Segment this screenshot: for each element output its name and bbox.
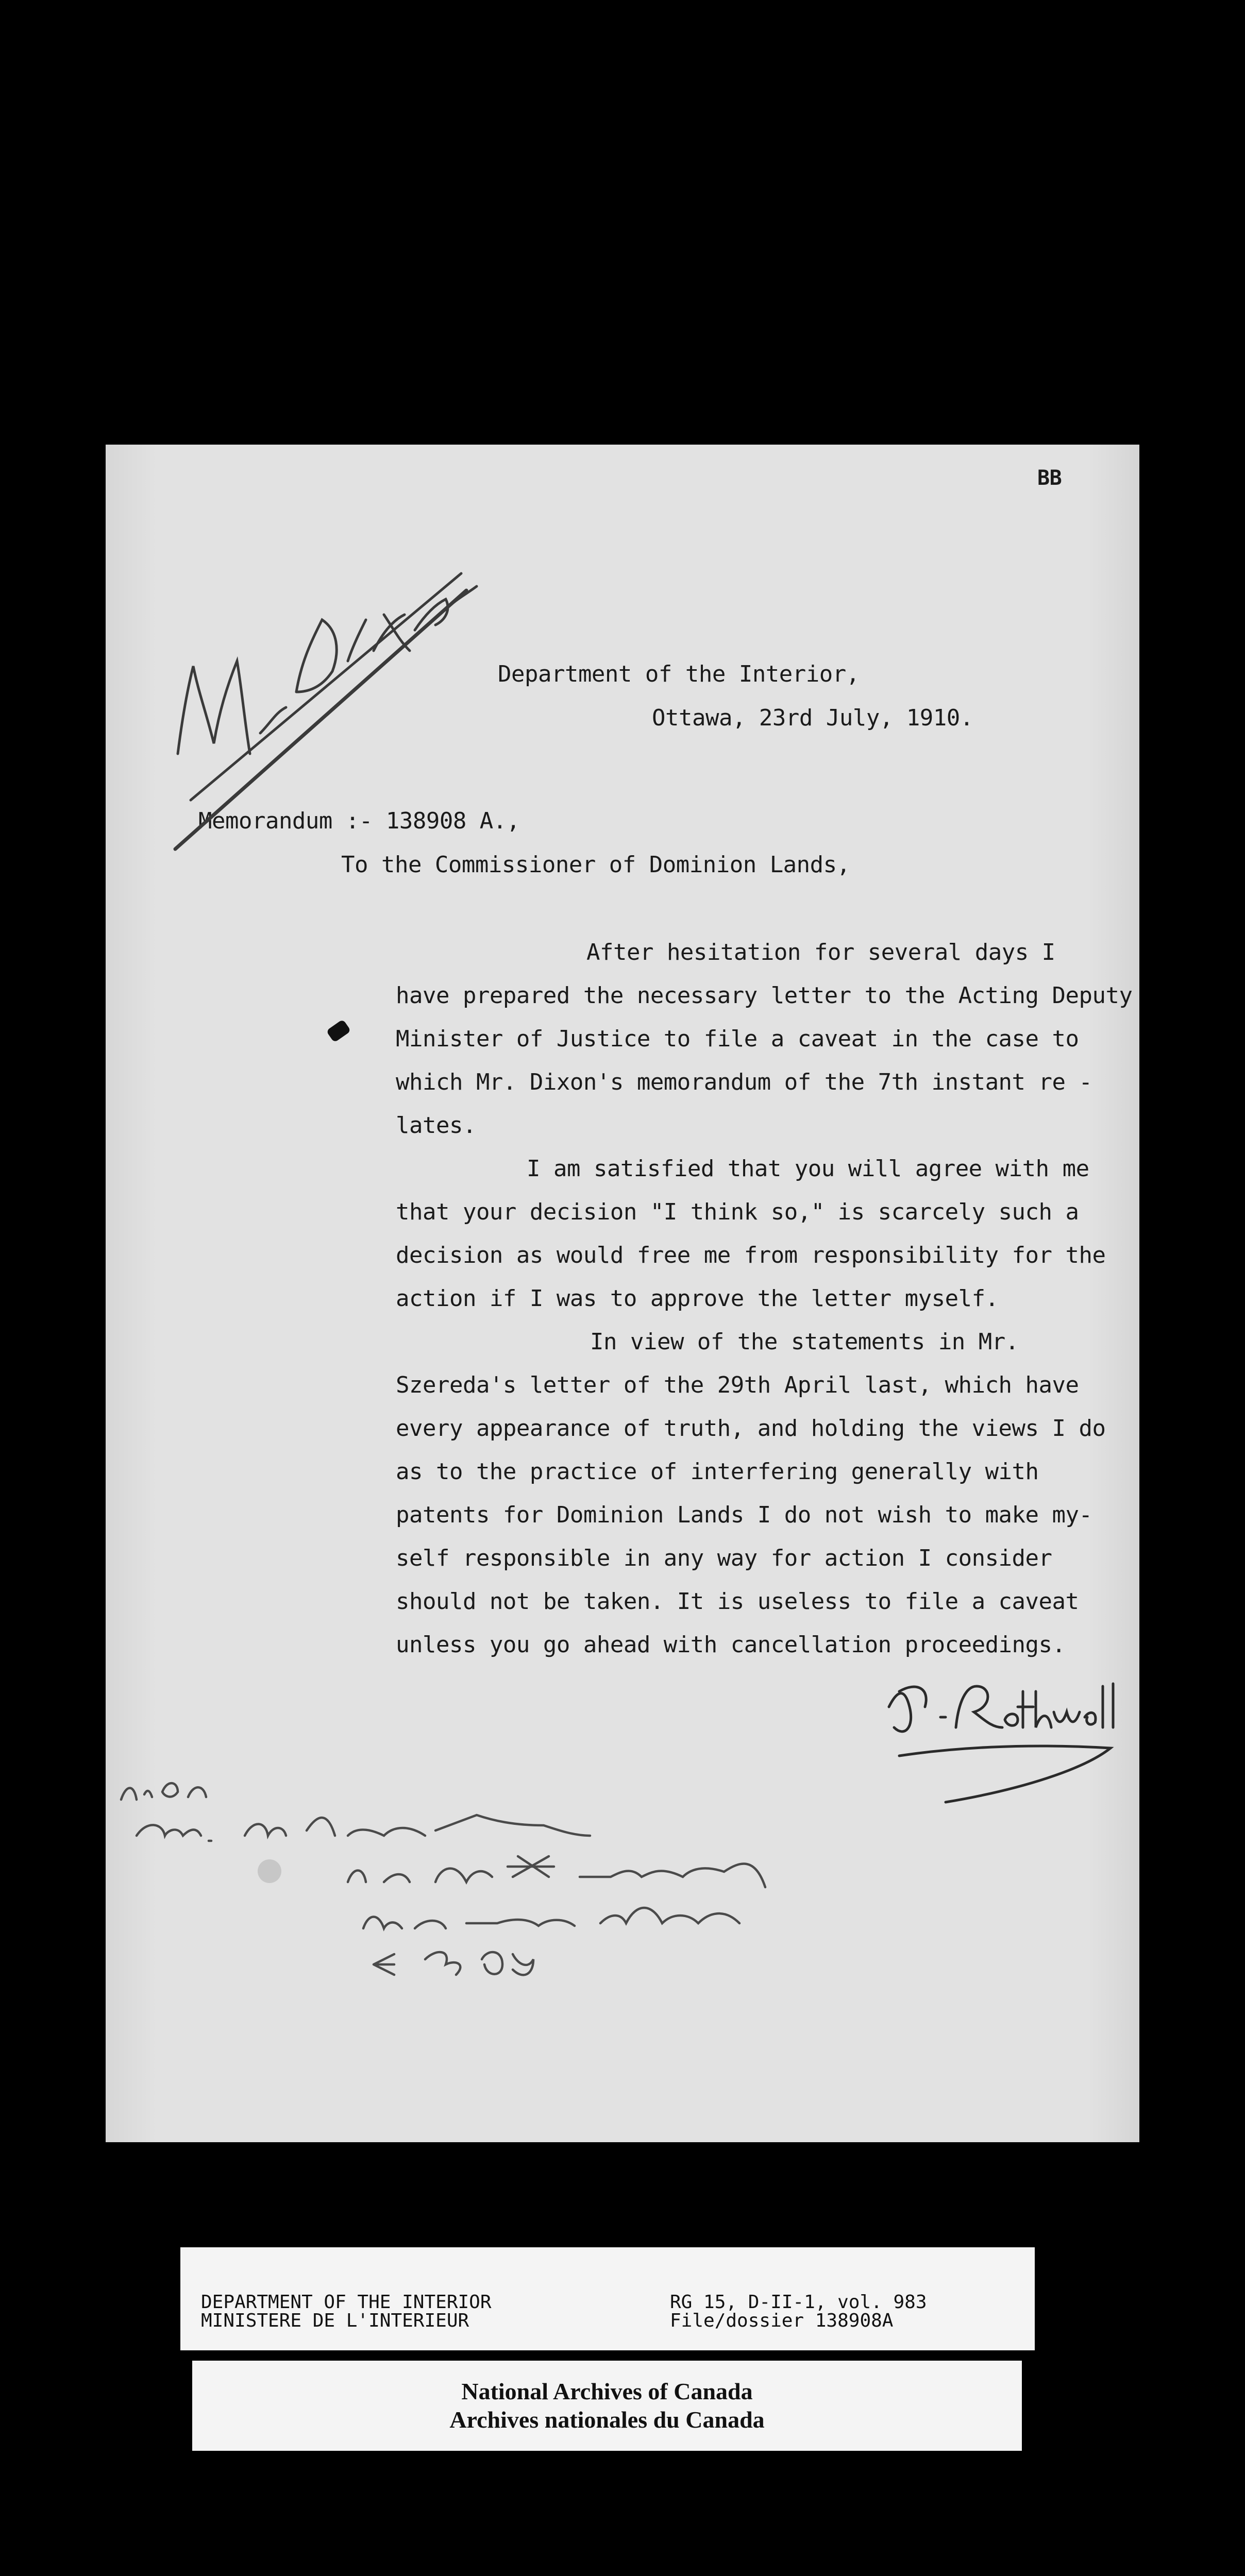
body-line: decision as would free me from responsibility for the: [396, 1242, 1106, 1268]
department-heading: Department of the Interior,: [498, 661, 860, 687]
memorandum-number: Memorandum :- 138908 A.,: [198, 808, 520, 834]
body-line: In view of the statements in Mr.: [590, 1329, 1019, 1355]
archive-name-fr: Archives nationales du Canada: [449, 2406, 765, 2433]
archive-reference-label: [180, 2247, 1035, 2350]
addressee: To the Commissioner of Dominion Lands,: [341, 852, 850, 878]
body-line: every appearance of truth, and holding the views I do: [396, 1415, 1106, 1442]
body-line: which Mr. Dixon's memorandum of the 7th instant re -: [396, 1069, 1092, 1095]
corner-mark: BB: [1037, 466, 1062, 490]
body-line: Szereda's letter of the 29th April last, which have: [396, 1372, 1079, 1398]
dept-en: DEPARTMENT OF THE INTERIOR: [201, 2292, 492, 2313]
body-line: Minister of Justice to file a caveat in the case to: [396, 1026, 1079, 1052]
archive-stamp: [192, 2361, 1022, 2451]
body-line: as to the practice of interfering generally with: [396, 1459, 1039, 1485]
body-line: unless you go ahead with cancellation proceedings.: [396, 1632, 1066, 1658]
place-date: Ottawa, 23rd July, 1910.: [652, 705, 973, 731]
dept-fr: MINISTERE DE L'INTERIEUR: [201, 2310, 469, 2331]
body-line: After hesitation for several days I: [586, 939, 1055, 965]
body-line: I am satisfied that you will agree with me: [527, 1156, 1089, 1182]
letter-page: [106, 445, 1139, 2142]
body-line: that your decision "I think so," is scarcely such a: [396, 1199, 1079, 1225]
handwritten-notes: [106, 445, 1139, 2142]
body-line: patents for Dominion Lands I do not wish to make my-: [396, 1502, 1092, 1528]
body-line: have prepared the necessary letter to the Acting Deputy: [396, 982, 1133, 1009]
body-line: should not be taken. It is useless to file a caveat: [396, 1588, 1079, 1615]
body-line: lates.: [396, 1112, 476, 1139]
archive-file-number: File/dossier 138908A: [670, 2310, 894, 2331]
body-line: action if I was to approve the letter myself.: [396, 1285, 999, 1312]
body-line: self responsible in any way for action I consider: [396, 1545, 1052, 1571]
archive-name-en: National Archives of Canada: [461, 2378, 753, 2404]
archive-reference: RG 15, D-II-1, vol. 983: [670, 2292, 927, 2313]
